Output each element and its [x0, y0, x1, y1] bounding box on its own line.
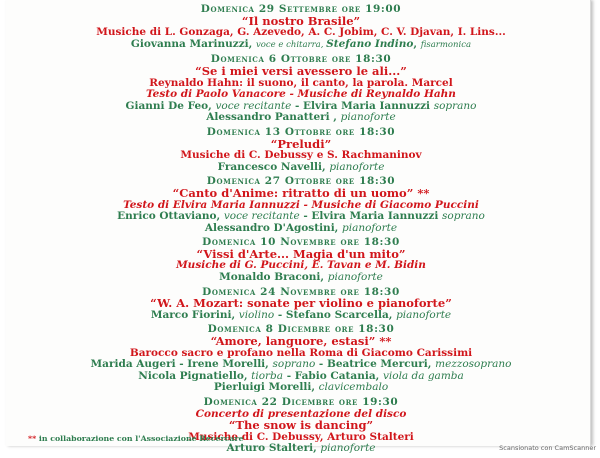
- performer-text: Marida Augeri - Irene Morelli,: [90, 358, 273, 371]
- performer-text: tiorba: [251, 369, 284, 382]
- performer-text: pianoforte: [396, 308, 452, 321]
- performer-text: mezzosoprano: [435, 358, 512, 371]
- footnote-text: in collaborazione con l'Associazione Recercare: [36, 434, 244, 443]
- event-block: [16, 287, 586, 322]
- event-block: [16, 324, 586, 394]
- performer-text: ,: [413, 37, 421, 50]
- performer-text: Enrico Ottaviano,: [117, 210, 224, 223]
- event-performers: [16, 112, 586, 124]
- performer-text: viola da gamba: [382, 369, 464, 382]
- performer-text: Marco Fiorini,: [150, 308, 239, 321]
- event-title: “Il nostro Brasile”: [241, 13, 361, 28]
- performer-text: violino: [238, 308, 275, 321]
- performer-text: Stefano Indino: [326, 37, 414, 50]
- performer-text: - Elvira Maria Iannuzzi: [291, 99, 434, 112]
- performer-text: Monaldo Braconi,: [219, 271, 328, 284]
- performer-text: voce recitante: [223, 210, 300, 223]
- event-performers: [16, 272, 586, 284]
- performer-text: - Elvira Maria Iannuzzi: [299, 210, 443, 223]
- performer-text: Alessandro Panatteri ,: [206, 111, 341, 124]
- performer-text: Arturo Stalteri,: [226, 442, 321, 455]
- performer-text: Nicola Pignatiello,: [138, 369, 252, 382]
- performer-text: fisarmonica: [420, 39, 472, 50]
- event-title: “The snow is dancing”: [228, 418, 374, 433]
- performer-text: pianoforte: [340, 111, 396, 124]
- event-date: Domenica 22 Dicembre ore 19:30: [203, 396, 399, 408]
- event-date: Domenica 24 Novembre ore 18:30: [202, 285, 400, 298]
- event-block: [16, 4, 586, 51]
- performer-text: Francesco Navelli,: [217, 160, 330, 173]
- event-date: Domenica 27 Ottobre ore 18:30: [206, 175, 396, 188]
- event-program-line: Reynaldo Hahn: il suono, il canto, la parola. Marcel: [149, 76, 453, 89]
- performer-text: clavicembalo: [318, 381, 389, 394]
- event-program-line: Barocco sacro e profano nella Roma di Giacomo Carissimi: [129, 346, 473, 359]
- event-title: “Vissi d'Arte... Magia d'un mito”: [196, 246, 406, 261]
- event-date: Domenica 6 Ottobre ore 18:30: [210, 53, 392, 66]
- performer-text: - Beatrice Mercuri,: [315, 358, 436, 371]
- performer-text: soprano: [433, 99, 477, 112]
- performer-text: soprano: [272, 358, 316, 371]
- event-title: “Amore, languore, estasi” **: [210, 334, 392, 349]
- event-program-line: Testo di Elvira Maria Iannuzzi - Musiche di Giacomo Puccini: [123, 198, 479, 211]
- event-performers: [16, 39, 586, 52]
- scanner-watermark: Scansionato con CamScanner: [499, 444, 596, 452]
- performer-text: pianoforte: [342, 221, 398, 234]
- performer-text: - Fabio Catania,: [283, 369, 383, 382]
- event-title: “Se i miei versi avessero le ali...”: [195, 63, 407, 78]
- event-block: [16, 54, 586, 124]
- event-title: “Canto d'Anime: ritratto di un uomo” **: [172, 185, 430, 200]
- event-program-line: Musiche di L. Gonzaga, G. Azevedo, A. C. Jobim, C. V. Djavan, I. Lins...: [96, 26, 506, 39]
- event-performers: [16, 310, 586, 322]
- event-date: Domenica 8 Dicembre ore 18:30: [207, 323, 395, 336]
- footnote: [28, 434, 243, 443]
- performer-text: Alessandro D'Agostini,: [204, 221, 342, 234]
- event-program-line: Musiche di G. Puccini, E. Tavan e M. Bidin: [176, 259, 426, 272]
- events-list: [16, 4, 586, 458]
- performer-text: voce recitante: [215, 99, 292, 112]
- footnote-star: **: [28, 434, 37, 443]
- performer-text: soprano: [442, 210, 485, 223]
- event-block: [16, 176, 586, 234]
- event-date: Domenica 10 Novembre ore 18:30: [202, 236, 400, 249]
- event-subtitle: Concerto di presentazione del disco: [195, 407, 407, 420]
- event-performers: [16, 223, 586, 235]
- event-performers: [16, 382, 586, 394]
- performer-text: Pierluigi Morelli,: [213, 381, 319, 394]
- event-program-line: Testo di Paolo Vanacore - Musiche di Reynaldo Hahn: [146, 88, 456, 101]
- event-date: Domenica 29 Settembre ore 19:00: [200, 3, 402, 15]
- performer-text: voce e chitarra,: [255, 39, 327, 50]
- performer-text: Gianni De Feo,: [125, 99, 216, 112]
- event-block: [16, 127, 586, 173]
- performer-text: Giovanna Marinuzzi,: [130, 37, 256, 50]
- performer-text: - Stefano Scarcella,: [274, 308, 397, 321]
- performer-text: pianoforte: [327, 271, 383, 284]
- event-program-line: Musiche di C. Debussy e S. Rachmaninov: [180, 149, 422, 162]
- event-performers: [16, 162, 586, 174]
- event-block: [16, 237, 586, 283]
- event-program-line: Musiche di C. Debussy, Arturo Stalteri: [188, 430, 414, 443]
- performer-text: pianoforte: [329, 160, 385, 173]
- event-title: “Preludi”: [270, 136, 332, 151]
- event-date: Domenica 13 Ottobre ore 18:30: [206, 125, 396, 138]
- performer-text: pianoforte: [320, 442, 376, 455]
- event-title: “W. A. Mozart: sonate per violino e pianoforte”: [150, 296, 452, 311]
